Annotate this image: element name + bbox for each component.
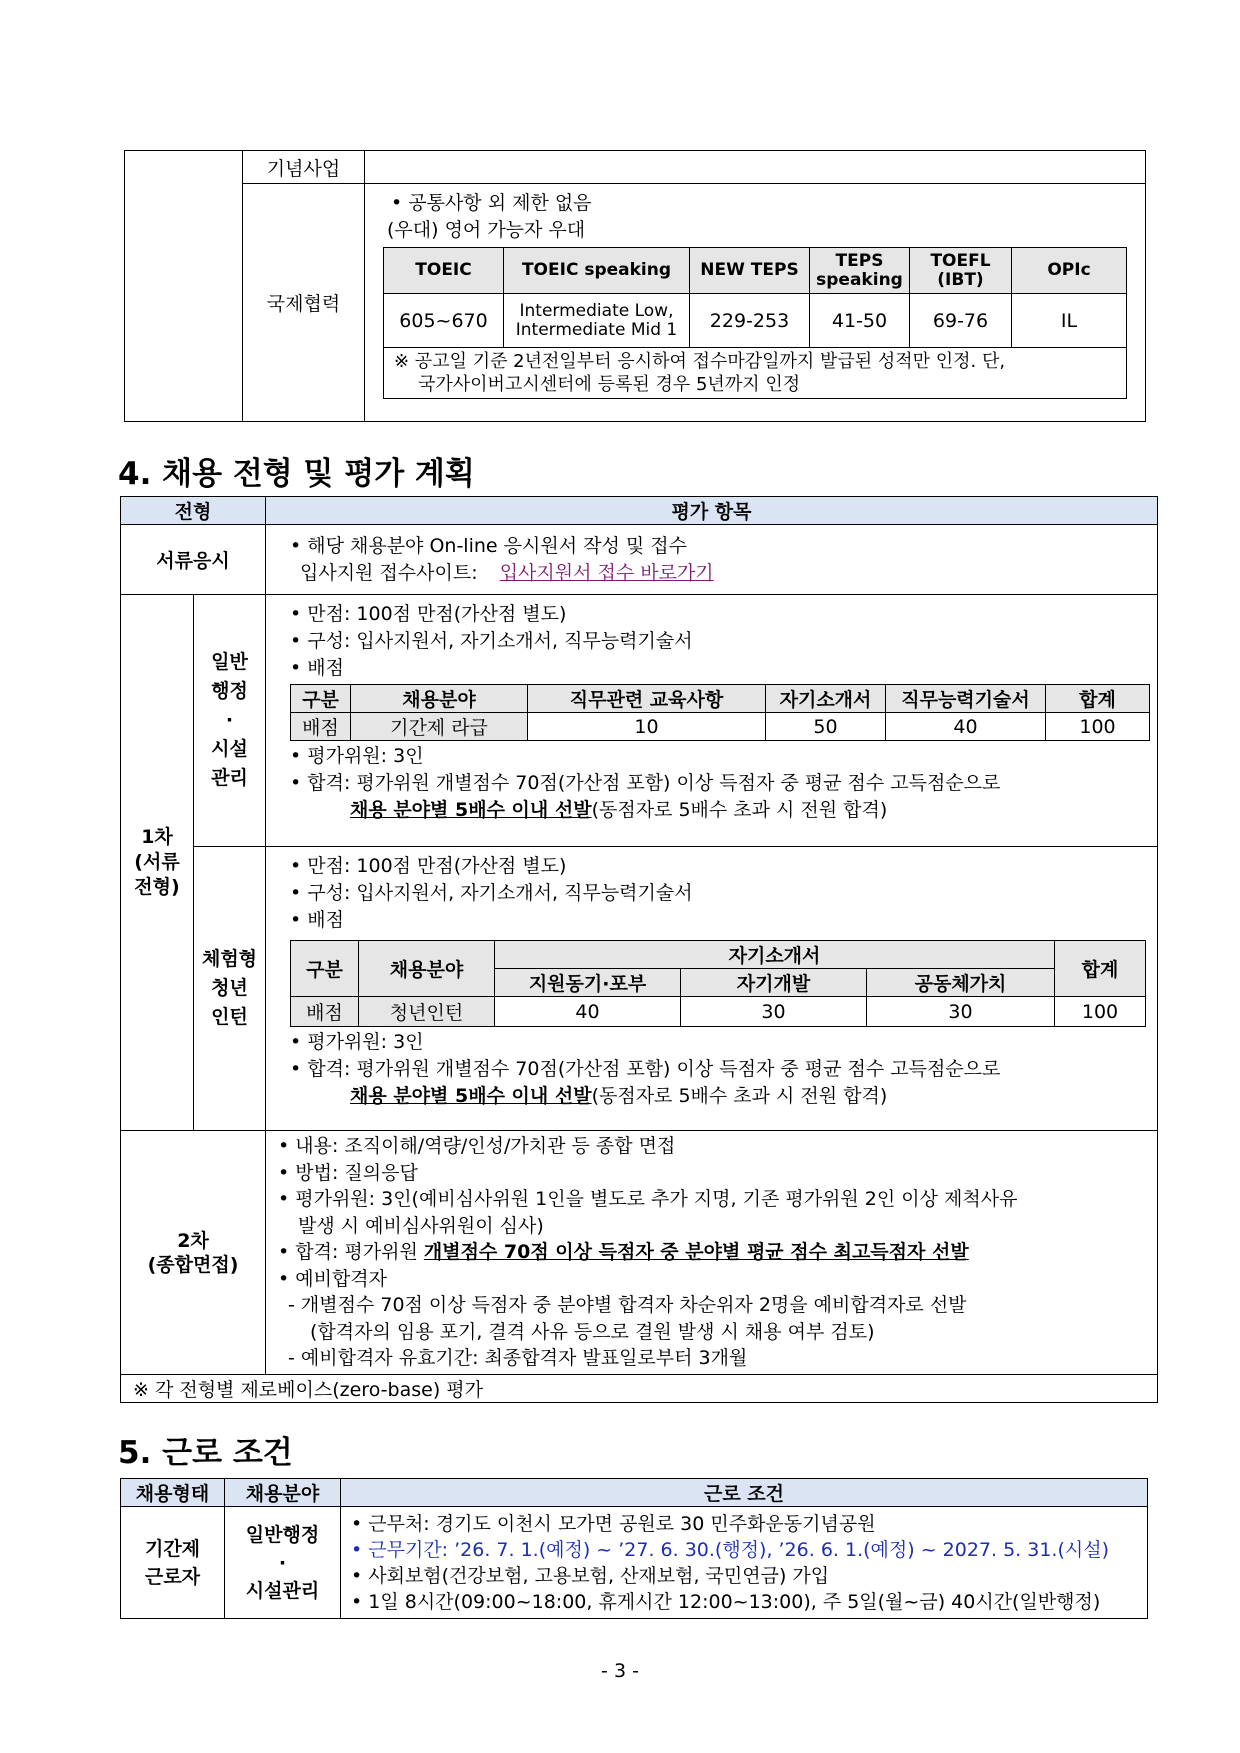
i-value: 100 [1055,997,1146,1027]
g-pass-bold: 채용 분야별 5배수 이내 선발 [350,799,592,821]
i-header-field: 채용분야 [359,941,495,997]
condition-line-period: • 근무기간: ’26. 7. 1.(예정) ~ ’27. 6. 30.(행정), ’26. 6. 1.(예정) ~ 2027. 5. 31.(시설) [351,1538,1109,1561]
g-header: 합계 [1046,685,1150,713]
s-line: • 내용: 조직이해/역량/인성/가치관 등 종합 면접 [278,1135,676,1157]
g-pass: • 합격: 평가위원 개별점수 70점(가산점 포함) 이상 득점자 중 평균 점수 고득점순으로 [290,772,1001,794]
condition-line: • 1일 8시간(09:00~18:00, 휴게시간 12:00~13:00), 주 5일(월~금) 40시간(일반행정) [351,1590,1101,1613]
first-stage-label: 1차 (서류 전형) [121,595,194,1131]
g-pass-rest: (동점자로 5배수 초과 시 전원 합격) [591,799,888,821]
score-cell: 41-50 [810,294,910,348]
g-value: 100 [1046,713,1150,741]
i-sub-header: 공동체가치 [867,969,1055,997]
header-new-teps: NEW TEPS [690,248,810,294]
header-teps-speaking: TEPS speaking [810,248,910,294]
working-conditions-table [120,1478,1148,1619]
intern-score-table [290,940,1146,1027]
i-sub-header: 자기개발 [681,969,867,997]
row-label-international: 국제협력 [243,184,365,422]
i-line: • 구성: 입사지원서, 자기소개서, 직무능력기술서 [290,882,693,904]
i-header-gubun: 구분 [291,941,359,997]
row-label-memorial: 기념사업 [243,151,365,184]
preference-line: (우대) 영어 가능자 우대 [387,219,586,241]
header-field: 채용분야 [225,1479,341,1507]
g-value: 기간제 라급 [351,713,528,741]
s-line: • 방법: 질의응답 [278,1161,418,1184]
header-eval-items: 평가 항목 [266,497,1158,525]
application-link[interactable]: 입사지원서 접수 바로가기 [499,561,714,584]
employment-field: 일반행정 · 시설관리 [225,1507,341,1619]
i-value: 30 [867,997,1055,1027]
g-value: 40 [886,713,1046,741]
s-line: • 평가위원: 3인(예비심사위원 1인을 별도로 추가 지명, 기존 평가위원 2인 이상 제척사유 [278,1188,1018,1210]
g-header: 구분 [291,685,351,713]
score-cell: 229-253 [690,294,810,348]
language-requirement-table [124,150,1146,422]
s-pass-bold: 개별점수 70점 이상 득점자 중 분야별 평균 점수 최고득점자 선발 [423,1241,969,1263]
i-value: 청년인턴 [359,997,495,1027]
score-cell: IL [1012,294,1127,348]
doc-site-label: 입사지원 접수사이트: [300,561,478,584]
i-value: 배점 [291,997,359,1027]
g-value: 10 [528,713,766,741]
g-value: 배점 [291,713,351,741]
s-reserve-1: - 개별점수 70점 이상 득점자 중 분야별 합격자 차순위자 2명을 예비합격자로 선발 [288,1294,967,1316]
blank-cell [125,151,243,422]
i-pass: • 합격: 평가위원 개별점수 70점(가산점 포함) 이상 득점자 중 평균 점수 고득점순으로 [290,1058,1001,1080]
g-line: • 배점 [290,657,344,679]
g-header: 채용분야 [351,685,528,713]
i-sub-header: 지원동기·포부 [495,969,681,997]
section-4-title: 4. 채용 전형 및 평가 계획 [118,456,475,492]
condition-line: • 근무처: 경기도 이천시 모가면 공원로 30 민주화운동기념공원 [351,1512,876,1535]
header-toefl: TOEFL (IBT) [910,248,1012,294]
i-header-total: 합계 [1055,941,1146,997]
header-conditions: 근로 조건 [341,1479,1148,1507]
i-value: 30 [681,997,867,1027]
score-cell: Intermediate Low, Intermediate Mid 1 [504,294,690,348]
i-pass-bold: 채용 분야별 5배수 이내 선발 [350,1085,592,1107]
employment-type: 기간제 근로자 [121,1507,225,1619]
doc-stage-label: 서류응시 [121,525,266,595]
doc-line: • 해당 채용분야 On-line 응시원서 작성 및 접수 [290,534,687,557]
score-note-2: 국가사이버고시센터에 등록된 경우 5년까지 인정 [418,374,801,395]
i-value: 40 [495,997,681,1027]
footnote: ※ 각 전형별 제로베이스(zero-base) 평가 [121,1375,1158,1403]
header-toeic-speaking: TOEIC speaking [504,248,690,294]
general-admin-label: 일반 행정 · 시설 관리 [194,595,266,847]
s-pass-prefix: • 합격: 평가위원 [278,1241,418,1263]
section-5-title: 5. 근로 조건 [118,1435,293,1471]
score-cell: 69-76 [910,294,1012,348]
i-line: • 만점: 100점 만점(가산점 별도) [290,855,567,877]
s-reserve-2: (합격자의 임용 포기, 결격 사유 등으로 결원 발생 시 채용 여부 검토) [310,1320,875,1343]
g-header: 직무관련 교육사항 [528,685,766,713]
g-line: • 만점: 100점 만점(가산점 별도) [290,603,567,625]
header-type: 채용형태 [121,1479,225,1507]
g-line: • 구성: 입사지원서, 자기소개서, 직무능력기술서 [290,630,693,652]
intern-label: 체험형 청년 인턴 [194,847,266,1131]
language-score-table [383,247,1127,399]
condition-line: • 사회보험(건강보험, 고용보험, 산재보험, 국민연금) 가입 [351,1564,830,1587]
requirement-line: • 공통사항 외 제한 없음 [391,192,592,214]
i-line: • 배점 [290,909,344,931]
score-cell: 605~670 [384,294,504,348]
s-reserve-3: - 예비합격자 유효기간: 최종합격자 발표일로부터 3개월 [288,1347,748,1369]
g-eval: • 평가위원: 3인 [290,745,424,767]
page-number: - 3 - [601,1660,639,1682]
i-header-self: 자기소개서 [495,941,1055,969]
second-stage-label: 2차 (종합면접) [121,1131,266,1375]
selection-process-table [120,496,1158,1403]
header-toeic: TOEIC [384,248,504,294]
score-note: ※ 공고일 기준 2년전일부터 응시하여 접수마감일까지 발급된 성적만 인정. 단, [394,351,1006,372]
header-opic: OPIc [1012,248,1127,294]
g-header: 직무능력기술서 [886,685,1046,713]
header-stage: 전형 [121,497,266,525]
g-value: 50 [766,713,886,741]
general-score-table [290,684,1150,741]
s-reserve: • 예비합격자 [278,1267,388,1290]
i-pass-rest: (동점자로 5배수 초과 시 전원 합격) [591,1085,888,1107]
g-header: 자기소개서 [766,685,886,713]
i-eval: • 평가위원: 3인 [290,1031,424,1053]
s-line: 발생 시 예비심사위원이 심사) [298,1214,544,1237]
